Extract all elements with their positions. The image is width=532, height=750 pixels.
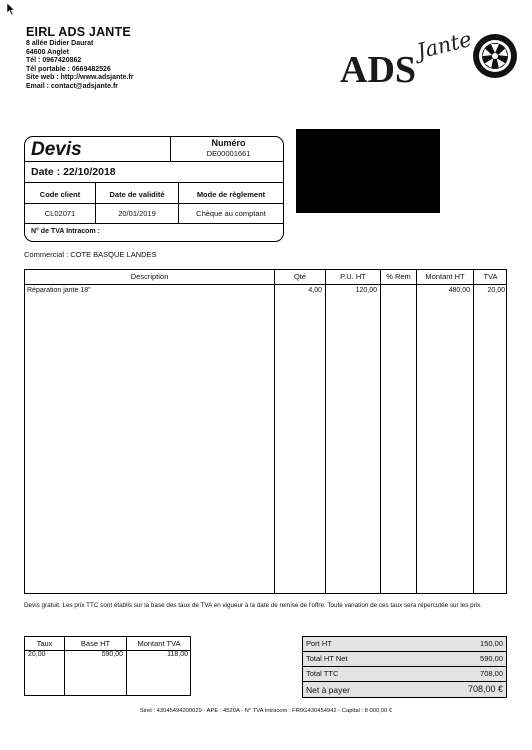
column-divider	[473, 270, 474, 593]
document-title: Devis	[31, 139, 82, 160]
tax-header-montant-tva: Montant TVA	[137, 639, 181, 648]
item-montant-ht: 480,00	[448, 287, 470, 294]
divider	[25, 223, 283, 224]
total-ttc-value: 708,00	[480, 669, 503, 678]
col-header-rem: % Rem	[386, 272, 411, 281]
divider	[178, 182, 179, 223]
divider	[25, 161, 283, 162]
total-ht-value: 590,00	[480, 654, 503, 663]
total-ht-label: Total HT Net	[306, 654, 348, 663]
mode-reglement-value: Chèque au comptant	[196, 209, 266, 218]
logo-text: ADS	[340, 49, 417, 91]
divider	[303, 651, 506, 652]
document-date: Date : 22/10/2018	[31, 166, 116, 178]
divider	[303, 666, 506, 667]
divider	[303, 681, 506, 682]
company-email[interactable]: Email : contact@adsjante.fr	[26, 82, 119, 90]
port-ht-label: Port HT	[306, 639, 332, 648]
col-header-pu-ht: P.U. HT	[340, 272, 366, 281]
column-divider	[380, 270, 381, 593]
numero-cell	[170, 137, 284, 161]
items-table	[24, 269, 507, 594]
tax-taux-value: 20,00	[28, 651, 46, 658]
code-client-value: CL02071	[44, 209, 76, 218]
tax-montant-tva-value: 118,00	[167, 651, 188, 658]
totals-box	[302, 636, 507, 698]
company-logo	[338, 24, 520, 96]
column-divider	[416, 270, 417, 593]
tax-header-base-ht: Base HT	[80, 639, 111, 648]
item-pu-ht: 120,00	[355, 287, 377, 294]
company-contact-block	[26, 40, 133, 92]
divider	[25, 182, 283, 183]
divider	[25, 203, 283, 204]
numero-label: Numéro	[211, 138, 246, 148]
item-description: Réparation jante 18"	[27, 287, 91, 294]
port-ht-value: 150,00	[480, 639, 503, 648]
table-header-divider	[25, 284, 506, 285]
item-tva: 20,00	[487, 287, 505, 294]
devis-info-box	[24, 136, 284, 242]
column-divider	[274, 270, 275, 593]
tax-header-taux: Taux	[36, 639, 53, 648]
total-ttc-label: Total TTC	[306, 669, 339, 678]
company-name: EIRL ADS JANTE	[26, 25, 131, 39]
redacted-address-block	[296, 129, 440, 213]
divider	[95, 182, 96, 223]
company-address-line1: 8 allée Didier Daurat	[26, 40, 94, 47]
numero-value: DE00001661	[206, 149, 251, 158]
legal-footer: Siret : 43045494200029 - APE : 4520A - N° TVA Intracom : FR0G430454942 - Capital : 8 000,00 €	[139, 708, 393, 714]
company-phone: Tél : 0967420862	[26, 57, 82, 65]
col-header-description: Description	[130, 272, 169, 281]
code-client-header: Code client	[39, 190, 81, 199]
mode-reglement-header: Mode de règlement	[196, 190, 266, 199]
logo-script-text: Jante	[414, 26, 474, 64]
item-qte: 4,00	[308, 287, 322, 294]
company-website[interactable]: Site web : http://www.adsjante.fr	[26, 74, 134, 82]
tax-summary-table	[24, 636, 191, 696]
col-header-tva: TVA	[483, 272, 498, 281]
col-header-qte: Qté	[293, 272, 307, 281]
date-validite-value: 20/01/2019	[118, 209, 156, 218]
net-a-payer-value: 708,00 €	[467, 684, 503, 694]
date-validite-header: Date de validité	[109, 190, 165, 199]
tax-base-ht-value: 590,00	[101, 651, 123, 658]
tva-intracom-label: N° de TVA Intracom :	[31, 228, 100, 235]
col-header-montant-ht: Montant HT	[425, 272, 465, 281]
column-divider	[325, 270, 326, 593]
terms-note: Devis gratuit. Les prix TTC sont établis sur la base des taux de TVA en vigueur à la date de remise de l'offre. Toute variation de ces taux sera répercutée sur les prix.	[24, 602, 483, 609]
company-address-line2: 64600 Anglet	[26, 48, 69, 56]
company-mobile: Tél portable : 0669482526	[26, 65, 111, 73]
net-a-payer-label: Net à payer	[306, 685, 350, 695]
commercial-line: Commercial : COTE BASQUE LANDES	[24, 250, 157, 259]
wheel-rim-icon	[473, 34, 517, 78]
mouse-cursor-icon	[6, 2, 16, 16]
